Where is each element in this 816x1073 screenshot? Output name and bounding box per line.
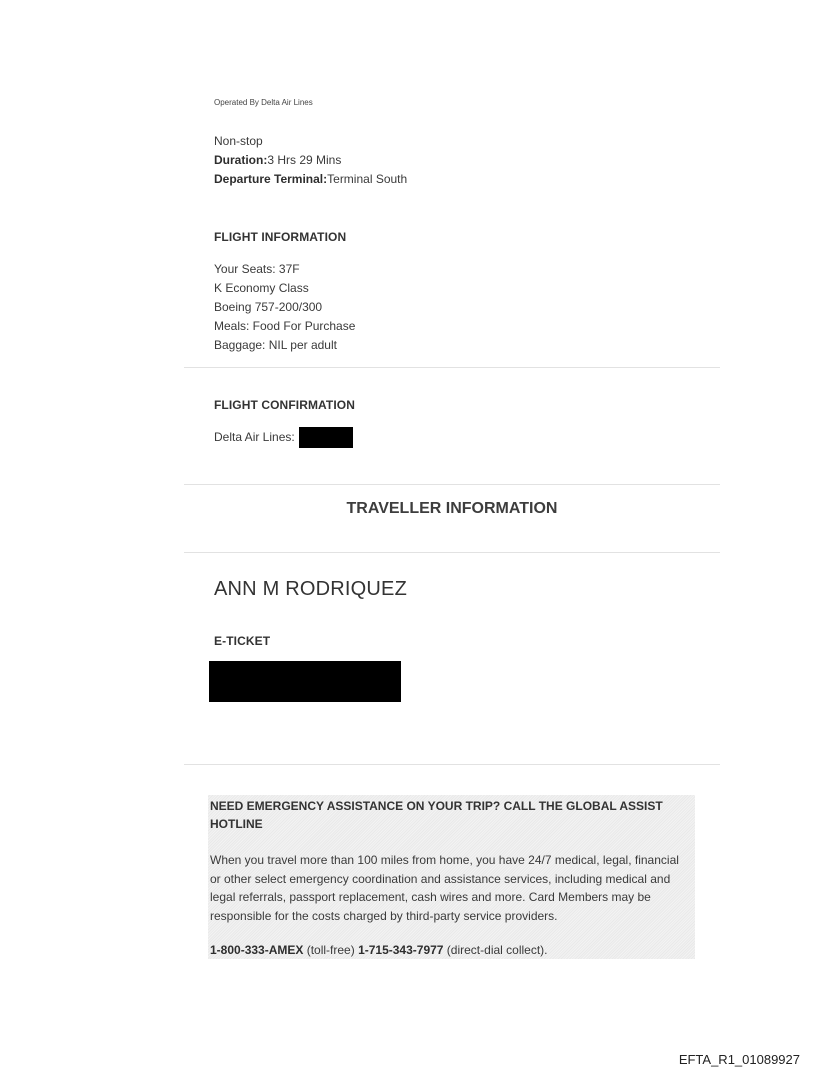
redacted-confirmation-code <box>299 427 353 448</box>
traveller-name: ANN M RODRIQUEZ <box>214 578 407 600</box>
duration-label: Duration: <box>214 153 268 167</box>
seats: Your Seats: 37F <box>214 262 300 276</box>
flight-information-list <box>214 260 355 355</box>
phone-toll-free-note: (toll-free) <box>303 943 359 957</box>
meals: Meals: Food For Purchase <box>214 319 356 333</box>
airline-confirmation-label: Delta Air Lines: <box>214 430 295 444</box>
operated-by: Operated By Delta Air Lines <box>214 98 313 107</box>
divider <box>184 552 720 553</box>
flight-confirmation-heading: FLIGHT CONFIRMATION <box>214 398 355 412</box>
terminal-label: Departure Terminal: <box>214 172 328 186</box>
duration <box>214 151 407 170</box>
cabin-class: K Economy Class <box>214 281 309 295</box>
assistance-body: When you travel more than 100 miles from home, you have 24/7 medical, legal, financial or other select emergency coordination and assistance services, including medical and legal referrals, passport replacement, cash wires and more. Card Members may be responsible for the costs charged by third-party service providers. <box>210 853 679 924</box>
flight-information-heading: FLIGHT INFORMATION <box>214 230 347 244</box>
assistance-phones <box>210 943 548 957</box>
assistance-heading: NEED EMERGENCY ASSISTANCE ON YOUR TRIP? CALL THE GLOBAL ASSIST HOTLINE <box>210 799 663 831</box>
redacted-eticket-number <box>209 661 401 702</box>
document-id: EFTA_R1_01089927 <box>678 1052 800 1067</box>
flight-details <box>214 132 407 189</box>
terminal-value: Terminal South <box>327 172 408 186</box>
baggage: Baggage: NIL per adult <box>214 338 337 352</box>
duration-value: 3 Hrs 29 Mins <box>267 153 342 167</box>
traveller-information-title: TRAVELLER INFORMATION <box>346 500 558 517</box>
aircraft: Boeing 757-200/300 <box>214 300 323 314</box>
divider <box>184 484 720 485</box>
eticket-label: E-TICKET <box>214 634 271 648</box>
divider <box>184 764 720 765</box>
stops: Non-stop <box>214 134 263 148</box>
departure-terminal <box>214 170 407 189</box>
phone-toll-free[interactable]: 1-800-333-AMEX <box>210 943 304 957</box>
phone-direct-dial[interactable]: 1-715-343-7977 <box>358 943 444 957</box>
divider <box>184 367 720 368</box>
phone-direct-dial-note: (direct-dial collect). <box>443 943 548 957</box>
